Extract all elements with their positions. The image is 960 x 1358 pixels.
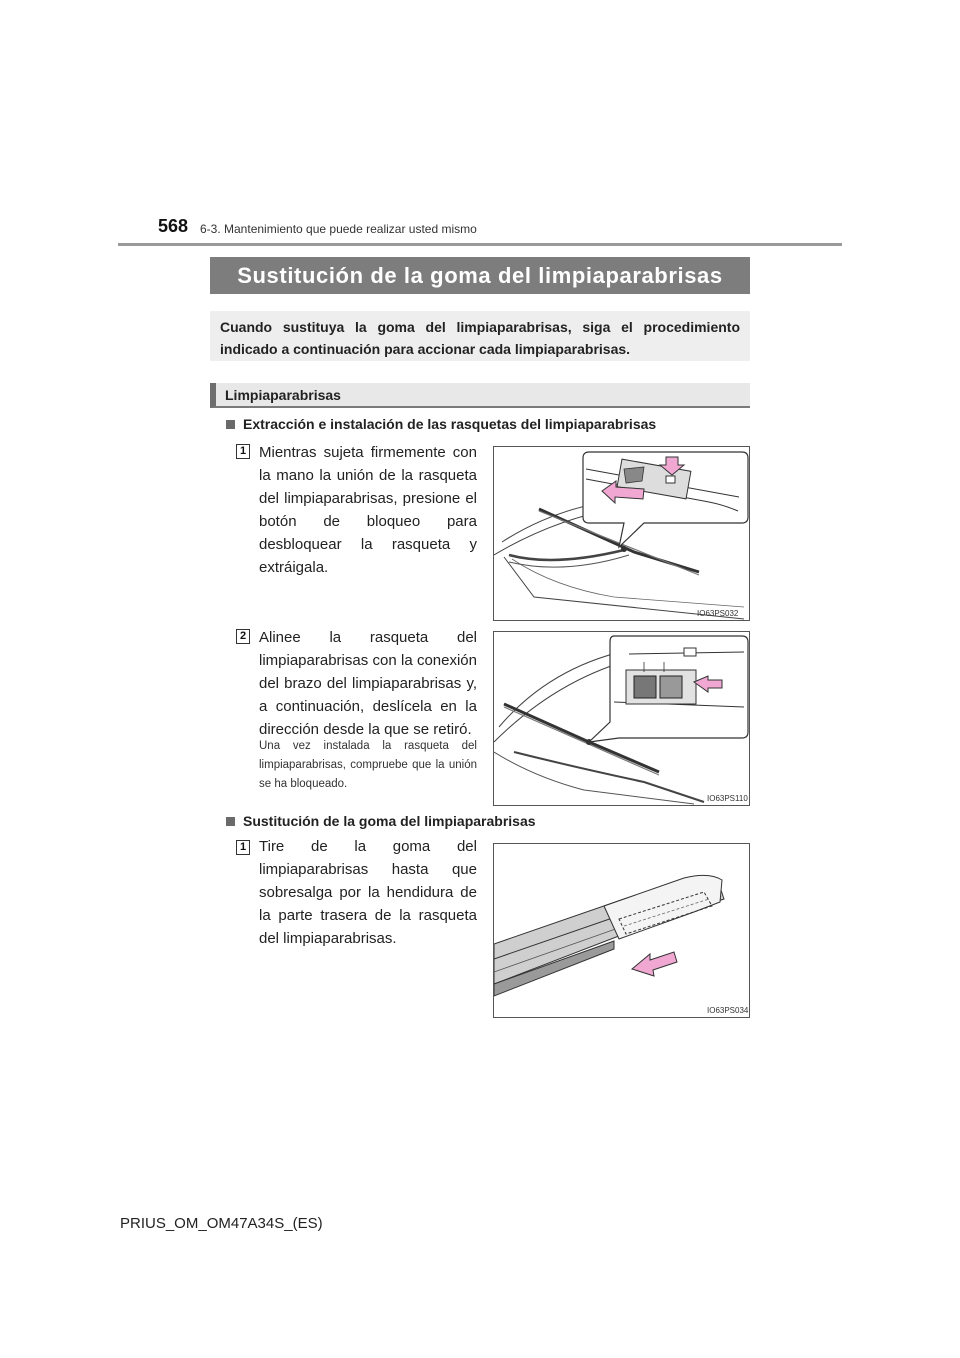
figure-code: IO63PS034 bbox=[707, 1006, 749, 1015]
step-text: Alinee la rasqueta del limpiaparabrisas con la conexión del brazo del limpiaparabrisas y, a continuación, deslícela en la dirección desde la que se retiró. bbox=[259, 629, 477, 738]
subsection-heading-2 bbox=[226, 813, 536, 829]
bullet-square-icon bbox=[226, 817, 235, 826]
figure-install-blade bbox=[493, 631, 750, 806]
section-header: Limpiaparabrisas bbox=[210, 383, 750, 408]
step-text: Mientras sujeta firmemente con la mano la unión de la rasqueta del limpiaparabrisas, presione el botón de bloqueo para desbloquear la rasqueta y extráigala. bbox=[259, 444, 477, 576]
page-number: 568 bbox=[158, 216, 189, 236]
step-number-badge: 1 bbox=[236, 840, 250, 855]
header-divider bbox=[118, 243, 842, 246]
figure-code: IO63PS110 bbox=[707, 794, 748, 803]
step-text: Tire de la goma del limpiaparabrisas hasta que sobresalga por la hendidura de la parte trasera de la rasqueta del limpiaparabrisas. bbox=[259, 838, 477, 947]
step-number-badge: 2 bbox=[236, 629, 250, 644]
footer-doc-code: PRIUS_OM_OM47A34S_(ES) bbox=[120, 1215, 323, 1232]
figure-rubber-replacement bbox=[493, 843, 750, 1018]
breadcrumb: 6-3. Mantenimiento que puede realizar usted mismo bbox=[200, 222, 477, 236]
subsection-heading-text: Extracción e instalación de las rasquetas del limpiaparabrisas bbox=[243, 416, 657, 432]
subsection-heading-1 bbox=[226, 416, 656, 432]
figure-remove-blade bbox=[493, 446, 750, 621]
intro-box: Cuando sustituya la goma del limpiaparabrisas, siga el procedimiento indicado a continuación para accionar cada limpiaparabrisas. bbox=[210, 311, 750, 361]
step-note: Una vez instalada la rasqueta del limpiaparabrisas, compruebe que la unión se ha bloqueado. bbox=[259, 740, 477, 790]
page-title: Sustitución de la goma del limpiaparabrisas bbox=[210, 257, 750, 294]
step-number-badge: 1 bbox=[236, 444, 250, 459]
subsection-heading-text: Sustitución de la goma del limpiaparabrisas bbox=[243, 813, 536, 829]
figure-code: IO63PS032 bbox=[697, 609, 739, 618]
bullet-square-icon bbox=[226, 420, 235, 429]
